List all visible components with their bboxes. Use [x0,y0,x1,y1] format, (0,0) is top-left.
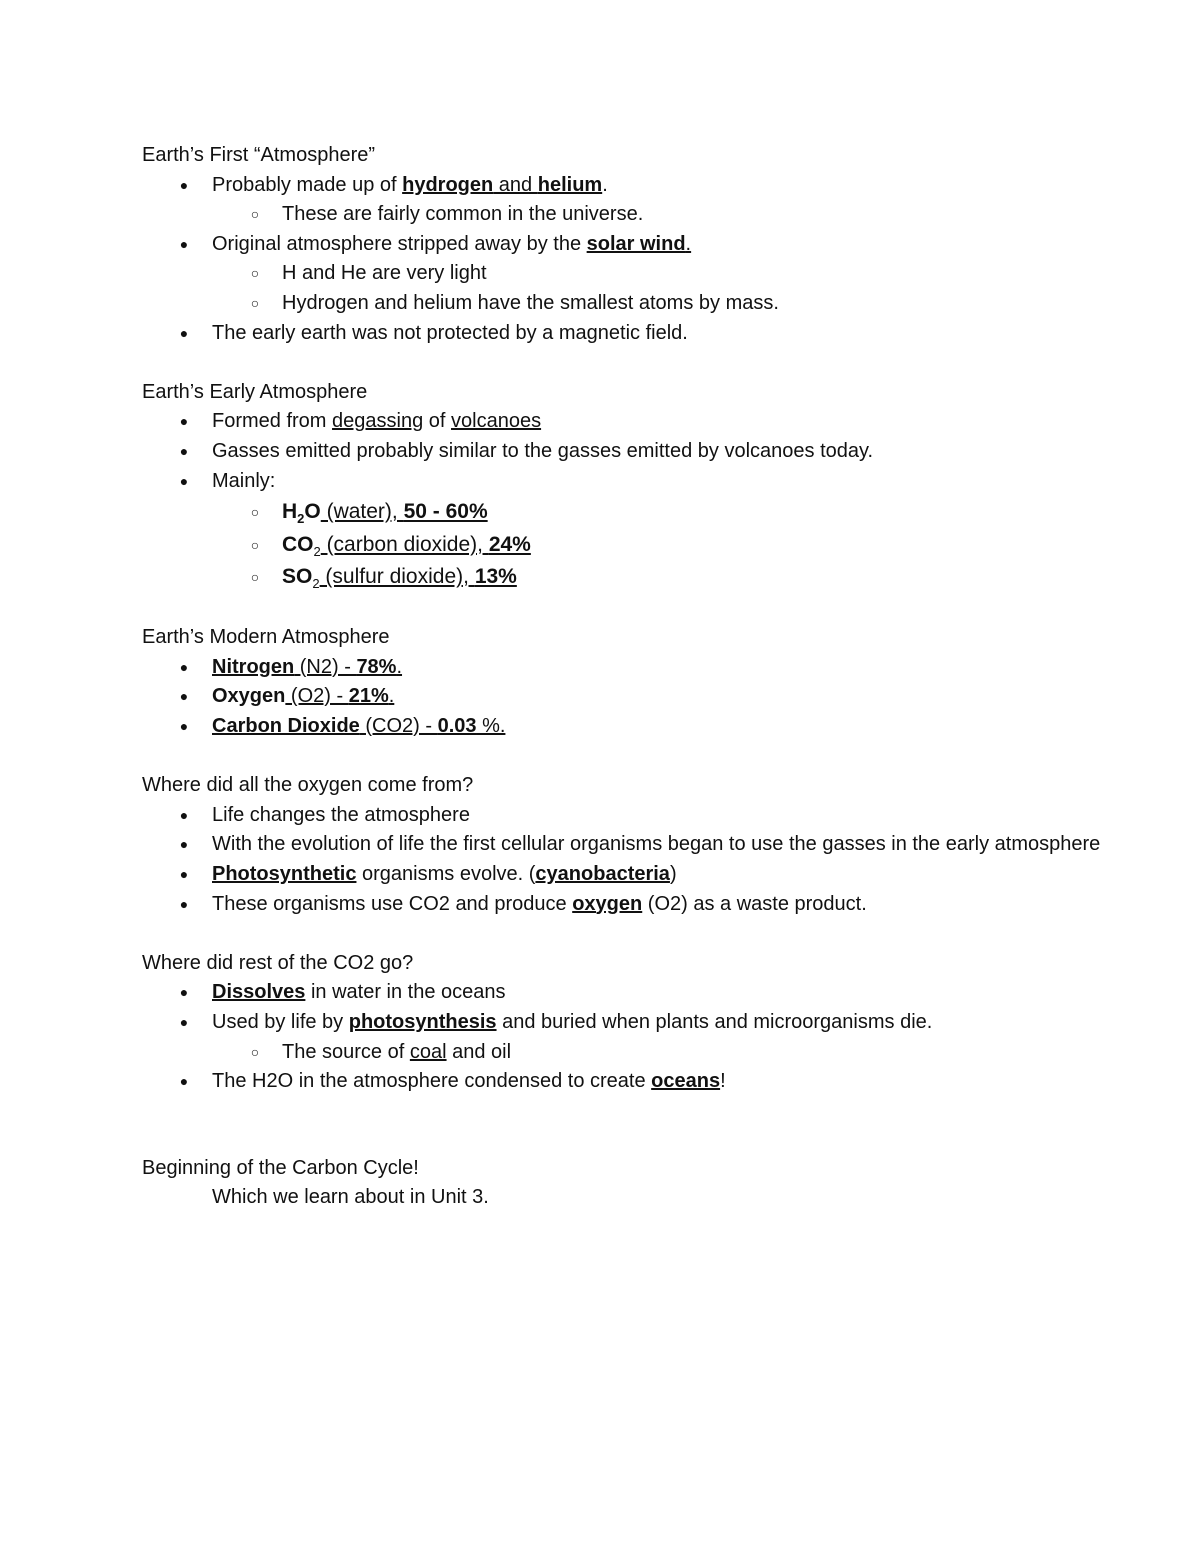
heading-co2-fate: Where did rest of the CO2 go? [142,951,414,974]
bullet-dot-icon: ● [179,984,189,1001]
gas-item-so2: ○ $SO_2$ (sulfur dioxide), 13% [282,561,1102,594]
list-oxygen-origin [142,801,1102,919]
bullet-circle-icon: ○ [250,294,260,311]
list-co2-fate [142,978,1102,1096]
heading-oxygen-origin: Where did all the oxygen come from? [142,774,474,797]
term-oxygen-product: oxygen [572,892,643,915]
heading-modern-atmosphere: Earth’s Modern Atmosphere [142,626,390,649]
heading-carbon-cycle: Beginning of the Carbon Cycle! [142,1156,419,1179]
term-carbon-dioxide: Carbon Dioxide [212,715,360,737]
bullet-dot-icon: ● [179,836,189,853]
bullet-dot-icon: ● [179,413,189,430]
bullet-circle-icon: ○ [250,569,260,586]
bullet-dot-icon: ● [179,176,189,193]
bullet-circle-icon: ○ [250,504,260,521]
bullet-dot-icon: ● [179,688,189,705]
list-item: ● Original atmosphere stripped away by the solar wind. ○ H and He are very light ○ Hydrogen and helium have the smallest atoms by mass. [212,230,1102,319]
sub-list-item: ○ Hydrogen and helium have the smallest atoms by mass. [282,289,1102,319]
term-cyanobacteria: cyanobacteria [535,862,670,885]
term-degassing: degassing [332,410,424,433]
list-item: ● Life changes the atmosphere [212,801,1102,831]
heading-first-atmosphere: Earth’s First “Atmosphere” [142,144,376,166]
term-photosynthesis: photosynthesis [348,1010,497,1033]
bullet-circle-icon: ○ [250,206,260,223]
sub-list-item: ○ The source of coal and oil [282,1038,1102,1068]
bullet-dot-icon: ● [179,472,189,489]
bullet-dot-icon: ● [179,235,189,252]
list-item: ● Formed from degassing of volcanoes [212,407,1102,437]
gas-item-co2: ○ $CO_2$ (carbon dioxide), 24% [282,529,1102,562]
sub-list-item: ○ H and He are very light [282,259,1102,289]
bullet-dot-icon: ● [179,865,189,882]
sub-list-item: ○ These are fairly common in the universe. [282,200,1102,230]
list-item: ● Carbon Dioxide (CO2) - 0.03 %. [212,712,1102,742]
gas-item-h2o: ○ $H_2O$ (water), 50 - 60% [282,496,1102,529]
bullet-circle-icon: ○ [250,536,260,553]
list-item: ● Gasses emitted probably similar to the gasses emitted by volcanoes today. [212,437,1102,467]
bullet-dot-icon: ● [179,324,189,341]
bullet-circle-icon: ○ [250,265,260,282]
list-item: ● The H2O in the atmosphere condensed to create oceans! [212,1067,1102,1097]
document-page [142,141,1102,1213]
term-dissolves: Dissolves [212,981,306,1004]
list-item: ● Probably made up of hydrogen and helium. ○ These are fairly common in the universe. [212,171,1102,230]
list-item: ● Mainly: ○ $H_2O$ (water), 50 - 60% ○ $CO_2$ (carbon dioxide), 24% ○ $SO_2$ (sulfur dioxide), 13% [212,467,1102,594]
term-solar-wind: solar wind [586,232,686,255]
term-photosynthetic: Photosynthetic [212,862,357,885]
list-modern-atmosphere [142,653,1102,742]
list-first-atmosphere [142,171,1102,349]
bullet-dot-icon: ● [179,718,189,734]
term-oceans: oceans [651,1070,721,1093]
list-item: ● Dissolves in water in the oceans [212,978,1102,1008]
term-helium: helium [537,173,603,196]
term-hydrogen: hydrogen [402,173,494,196]
term-volcanoes: volcanoes [451,410,542,433]
term-nitrogen: Nitrogen [212,655,295,678]
term-coal: coal [409,1040,447,1063]
bullet-dot-icon: ● [179,442,189,459]
bullet-circle-icon: ○ [250,1043,260,1060]
bullet-dot-icon: ● [179,895,189,912]
list-item: ● Photosynthetic organisms evolve. (cyanobacteria) [212,860,1102,890]
term-oxygen: Oxygen [212,685,286,708]
list-item: ● Nitrogen (N2) - 78%. [212,653,1102,683]
bullet-dot-icon: ● [179,1013,189,1030]
list-early-atmosphere [142,407,1102,593]
carbon-cycle-note: Which we learn about in Unit 3. [212,1186,489,1209]
bullet-dot-icon: ● [179,1073,189,1090]
list-item: ● The early earth was not protected by a magnetic field. [212,319,1102,349]
list-item: ● These organisms use CO2 and produce oxygen (O2) as a waste product. [212,890,1102,920]
bullet-dot-icon: ● [179,658,189,675]
bullet-dot-icon: ● [179,806,189,823]
list-item: ● With the evolution of life the first cellular organisms began to use the gasses in the early atmosphere [212,830,1102,860]
list-item: ● Used by life by photosynthesis and buried when plants and microorganisms die. ○ The source of coal and oil [212,1008,1102,1067]
heading-early-atmosphere: Earth’s Early Atmosphere [142,380,368,403]
list-item: ● Oxygen (O2) - 21%. [212,682,1102,712]
